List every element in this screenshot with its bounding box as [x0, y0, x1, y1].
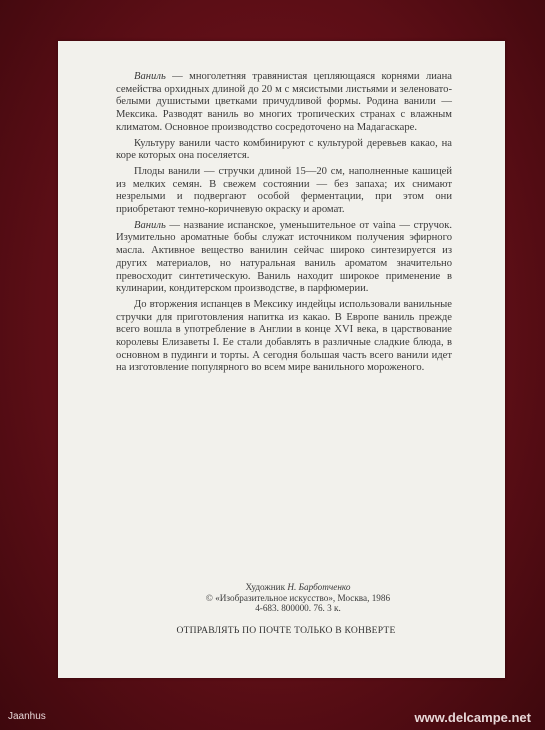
paragraph-4-lead: Ваниль	[134, 219, 166, 231]
seller-watermark: Jaanhus	[8, 711, 46, 722]
paragraph-1-text: — многолетняя травянистая цепляющаяся корнями лиана семейства орхидных длиной до 20 м с мясистыми листьями и зеленовато-белыми душистыми цветками причудливой формы. Родина ванили — Мексика. Разводят ваниль во многих тропических странах с влажным климатом. Основное производство сосредоточено на Мадагаскаре.	[116, 71, 452, 133]
paragraph-2-text: Культуру ванили часто комбинируют с культурой деревьев какао, на коре которых она поселяется.	[116, 137, 452, 162]
artist-name: Н. Барботченко	[287, 582, 351, 592]
publisher-line: © «Изобразительное искусство», Москва, 1986	[205, 592, 391, 603]
paragraph-5-text: До вторжения испанцев в Мексику индейцы использовали ванильные стручки для приготовления напитка из какао. В Европе ваниль прежде всего вошла в употребление в Англии в конце XVI века, в царствование королевы Елизаветы I. Ее стали добавлять в различные сладкие блюда, в основном в пудинги и торты. А сегодня большая часть всего ванили идет на изготовление популярного во всем мире ванильного мороженого.	[116, 298, 452, 374]
paragraph-5	[116, 299, 452, 375]
print-info-line: 4-683. 800000. 76. 3 к.	[255, 603, 341, 613]
description-text	[116, 71, 452, 375]
paragraph-3	[116, 166, 452, 217]
paragraph-3-text: Плоды ванили — стручки длиной 15—20 см, наполненные кашицей из мелких семян. В свежем состоянии — без запаха; их снимают незрелыми и подвергают особой ферментации, при этом они приобретают темно-коричневую окраску и аромат.	[116, 165, 452, 216]
paragraph-4-text: — название испанское, уменьшительное от vaina — стручок. Изумительно ароматные бобы служат источником получения эфирного масла. Активное вещество ванилин сейчас широко синтезируется из других материалов, но натуральная ваниль ароматом значительно превосходит синтетическую. Ваниль находит широкое применение в кулинарии, кондитерском производстве, в парфюмерии.	[116, 219, 452, 295]
paragraph-1-lead: Ваниль	[134, 71, 166, 82]
paragraph-4	[116, 220, 452, 296]
mailing-notice: ОТПРАВЛЯТЬ ПО ПОЧТЕ ТОЛЬКО В КОНВЕРТЕ	[176, 625, 396, 636]
postcard-back	[58, 41, 505, 678]
artist-label: Художник	[245, 582, 288, 592]
artist-line	[158, 582, 438, 593]
site-watermark: www.delcampe.net	[414, 710, 531, 725]
credits-block	[158, 582, 438, 614]
paragraph-2	[116, 138, 452, 163]
paragraph-1	[116, 71, 452, 135]
